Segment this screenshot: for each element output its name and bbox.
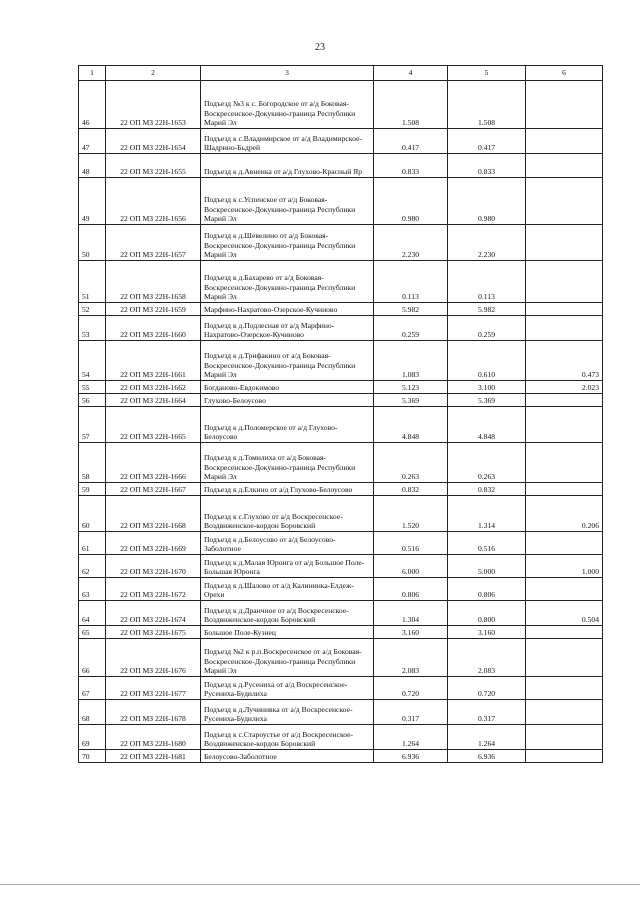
road-code: 22 ОП МЗ 22Н-1653 bbox=[106, 81, 201, 129]
header-col-4: 4 bbox=[374, 66, 448, 81]
length-total: 0.417 bbox=[374, 129, 448, 154]
length-total: 0.317 bbox=[374, 700, 448, 725]
row-number: 62 bbox=[79, 555, 106, 578]
road-code: 22 ОП МЗ 22Н-1656 bbox=[106, 178, 201, 225]
road-name: Подъезд к д.Лучинивка от а/д Воскресенское-Русениха-Будилиха bbox=[201, 700, 374, 725]
table-row bbox=[79, 639, 603, 677]
table-row bbox=[79, 341, 603, 381]
row-number: 57 bbox=[79, 407, 106, 443]
length-total: 6.000 bbox=[374, 555, 448, 578]
length-total: 1.508 bbox=[374, 81, 448, 129]
row-number: 50 bbox=[79, 225, 106, 261]
road-name: Подъезд к д.Томилиха от а/д Боковая-Воскресенское-Докукино-граница Республики Марий Эл bbox=[201, 443, 374, 483]
road-name: Подъезд к д.Малая Юронга от а/д Большое Поле-Большая Юронга bbox=[201, 555, 374, 578]
length-total: 0.263 bbox=[374, 443, 448, 483]
road-name: Подъезд к д.Подлесная от а/д Марфино-Нахратово-Озерское-Кучиново bbox=[201, 316, 374, 341]
table-row bbox=[79, 750, 603, 763]
length-total: 1.083 bbox=[374, 341, 448, 381]
table-row bbox=[79, 261, 603, 303]
footer-rule bbox=[0, 884, 640, 885]
length-col5: 5.369 bbox=[448, 394, 526, 407]
length-col5: 1.508 bbox=[448, 81, 526, 129]
length-total: 5.123 bbox=[374, 381, 448, 394]
length-col6 bbox=[526, 677, 603, 700]
road-code: 22 ОП МЗ 22Н-1665 bbox=[106, 407, 201, 443]
length-total: 3.160 bbox=[374, 626, 448, 639]
road-code: 22 ОП МЗ 22Н-1660 bbox=[106, 316, 201, 341]
length-col5: 0.259 bbox=[448, 316, 526, 341]
length-col6 bbox=[526, 225, 603, 261]
road-name: Белоусово-Заболотное bbox=[201, 750, 374, 763]
road-code: 22 ОП МЗ 22Н-1664 bbox=[106, 394, 201, 407]
road-name: Подъезд к д.Бахарево от а/д Боковая-Воскресенское-Докукино-граница Республики Марий Эл bbox=[201, 261, 374, 303]
length-col6 bbox=[526, 578, 603, 601]
row-number: 65 bbox=[79, 626, 106, 639]
length-col6 bbox=[526, 407, 603, 443]
length-col6 bbox=[526, 639, 603, 677]
header-row bbox=[79, 66, 603, 81]
road-name: Подъезд к д.Авнеика от а/д Глухово-Красный Яр bbox=[201, 154, 374, 178]
road-name: Подъезд к с.Владимирское от а/д Владимирское-Шадрино-Бьдрей bbox=[201, 129, 374, 154]
length-total: 0.113 bbox=[374, 261, 448, 303]
table-row bbox=[79, 483, 603, 496]
length-total: 0.720 bbox=[374, 677, 448, 700]
road-code: 22 ОП МЗ 22Н-1675 bbox=[106, 626, 201, 639]
length-col6 bbox=[526, 700, 603, 725]
header-col-6: 6 bbox=[526, 66, 603, 81]
row-number: 49 bbox=[79, 178, 106, 225]
length-col6 bbox=[526, 81, 603, 129]
table-row bbox=[79, 677, 603, 700]
road-code: 22 ОП МЗ 22Н-1659 bbox=[106, 303, 201, 316]
row-number: 52 bbox=[79, 303, 106, 316]
road-code: 22 ОП МЗ 22Н-1662 bbox=[106, 381, 201, 394]
length-col6 bbox=[526, 443, 603, 483]
road-code: 22 ОП МЗ 22Н-1677 bbox=[106, 677, 201, 700]
row-number: 70 bbox=[79, 750, 106, 763]
row-number: 47 bbox=[79, 129, 106, 154]
length-col6: 0.504 bbox=[526, 601, 603, 626]
road-code: 22 ОП МЗ 22Н-1680 bbox=[106, 725, 201, 750]
header-col-1: 1 bbox=[79, 66, 106, 81]
row-number: 58 bbox=[79, 443, 106, 483]
table-row bbox=[79, 178, 603, 225]
road-name: Подъезд к с.Глухово от а/д Воскресенское-Воздвиженское-кордон Боровский bbox=[201, 496, 374, 532]
table-row bbox=[79, 725, 603, 750]
length-col5: 0.833 bbox=[448, 154, 526, 178]
length-col5: 0.516 bbox=[448, 532, 526, 555]
road-name: Марфино-Нахратово-Озерское-Кучиново bbox=[201, 303, 374, 316]
header-col-5: 5 bbox=[448, 66, 526, 81]
length-col5: 0.832 bbox=[448, 483, 526, 496]
length-col5: 2.083 bbox=[448, 639, 526, 677]
road-code: 22 ОП МЗ 22Н-1655 bbox=[106, 154, 201, 178]
table-row bbox=[79, 578, 603, 601]
row-number: 64 bbox=[79, 601, 106, 626]
length-col5: 6.936 bbox=[448, 750, 526, 763]
road-name: Подъезд к д.Поломерское от а/д Глухово-Белоусово bbox=[201, 407, 374, 443]
road-code: 22 ОП МЗ 22Н-1672 bbox=[106, 578, 201, 601]
length-col5: 2.230 bbox=[448, 225, 526, 261]
table-row bbox=[79, 700, 603, 725]
road-name: Подъезд к д.Белоусово от а/д Белоусово-Заболотное bbox=[201, 532, 374, 555]
row-number: 61 bbox=[79, 532, 106, 555]
length-col5: 1.264 bbox=[448, 725, 526, 750]
length-col6 bbox=[526, 394, 603, 407]
length-col6 bbox=[526, 725, 603, 750]
road-code: 22 ОП МЗ 22Н-1661 bbox=[106, 341, 201, 381]
length-col5: 5.000 bbox=[448, 555, 526, 578]
row-number: 53 bbox=[79, 316, 106, 341]
road-code: 22 ОП МЗ 22Н-1668 bbox=[106, 496, 201, 532]
length-col5: 4.848 bbox=[448, 407, 526, 443]
road-name: Подъезд к д.Русениха от а/д Воскресенское-Русениха-Будилиха bbox=[201, 677, 374, 700]
table-row bbox=[79, 81, 603, 129]
length-col5: 3.100 bbox=[448, 381, 526, 394]
road-name: Подъезд №2 к р.п.Воскресенское от а/д Боковая-Воскресенское-Докукино-граница Республики Марий Эл bbox=[201, 639, 374, 677]
header-col-3: 3 bbox=[201, 66, 374, 81]
row-number: 67 bbox=[79, 677, 106, 700]
length-total: 0.806 bbox=[374, 578, 448, 601]
road-name: Глухово-Белоусово bbox=[201, 394, 374, 407]
length-col5: 0.263 bbox=[448, 443, 526, 483]
length-col6: 0.206 bbox=[526, 496, 603, 532]
table-row bbox=[79, 407, 603, 443]
length-col6 bbox=[526, 483, 603, 496]
length-col5: 3.160 bbox=[448, 626, 526, 639]
length-total: 0.832 bbox=[374, 483, 448, 496]
road-code: 22 ОП МЗ 22Н-1676 bbox=[106, 639, 201, 677]
row-number: 56 bbox=[79, 394, 106, 407]
road-code: 22 ОП МЗ 22Н-1681 bbox=[106, 750, 201, 763]
road-name: Подъезд к с.Староустье от а/д Воскресенское-Воздвиженское-кордон Боровский bbox=[201, 725, 374, 750]
length-col6 bbox=[526, 261, 603, 303]
header-col-2: 2 bbox=[106, 66, 201, 81]
road-name: Подъезд к д.Елкино от а/д Глухово-Белоусово bbox=[201, 483, 374, 496]
road-name: Подъезд к д.Трифакино от а/д Боковая-Воскресенское-Докукино-граница Республики Марий Эл bbox=[201, 341, 374, 381]
length-total: 0.259 bbox=[374, 316, 448, 341]
length-total: 0.833 bbox=[374, 154, 448, 178]
length-total: 5.369 bbox=[374, 394, 448, 407]
roads-table bbox=[78, 65, 603, 763]
table-row bbox=[79, 303, 603, 316]
length-col6 bbox=[526, 532, 603, 555]
length-col5: 1.314 bbox=[448, 496, 526, 532]
length-col5: 0.980 bbox=[448, 178, 526, 225]
length-col5: 0.317 bbox=[448, 700, 526, 725]
row-number: 69 bbox=[79, 725, 106, 750]
row-number: 66 bbox=[79, 639, 106, 677]
length-col6 bbox=[526, 626, 603, 639]
row-number: 60 bbox=[79, 496, 106, 532]
road-code: 22 ОП МЗ 22Н-1657 bbox=[106, 225, 201, 261]
length-col5: 5.982 bbox=[448, 303, 526, 316]
road-code: 22 ОП МЗ 22Н-1674 bbox=[106, 601, 201, 626]
row-number: 63 bbox=[79, 578, 106, 601]
table-row bbox=[79, 443, 603, 483]
table-row bbox=[79, 555, 603, 578]
road-code: 22 ОП МЗ 22Н-1667 bbox=[106, 483, 201, 496]
table-row bbox=[79, 626, 603, 639]
length-col6 bbox=[526, 129, 603, 154]
length-col5: 0.806 bbox=[448, 578, 526, 601]
road-code: 22 ОП МЗ 22Н-1678 bbox=[106, 700, 201, 725]
page-number: 23 bbox=[315, 42, 325, 53]
road-name: Подъезд №3 к с. Богородское от а/д Боковая-Воскресенское-Докукино-граница Республики Марий Эл bbox=[201, 81, 374, 129]
length-total: 5.982 bbox=[374, 303, 448, 316]
road-code: 22 ОП МЗ 22Н-1658 bbox=[106, 261, 201, 303]
row-number: 51 bbox=[79, 261, 106, 303]
length-col6 bbox=[526, 154, 603, 178]
road-code: 22 ОП МЗ 22Н-1669 bbox=[106, 532, 201, 555]
table-row bbox=[79, 225, 603, 261]
table-row bbox=[79, 496, 603, 532]
length-col5: 0.800 bbox=[448, 601, 526, 626]
length-total: 1.520 bbox=[374, 496, 448, 532]
table-row bbox=[79, 394, 603, 407]
table-row bbox=[79, 154, 603, 178]
row-number: 59 bbox=[79, 483, 106, 496]
length-col6 bbox=[526, 178, 603, 225]
length-total: 6.936 bbox=[374, 750, 448, 763]
road-code: 22 ОП МЗ 22Н-1666 bbox=[106, 443, 201, 483]
length-total: 0.980 bbox=[374, 178, 448, 225]
road-name: Большое Поле-Кузнец bbox=[201, 626, 374, 639]
length-col6: 2.023 bbox=[526, 381, 603, 394]
table-row bbox=[79, 316, 603, 341]
length-col6 bbox=[526, 750, 603, 763]
length-col6: 1.000 bbox=[526, 555, 603, 578]
length-col6 bbox=[526, 316, 603, 341]
table-row bbox=[79, 129, 603, 154]
row-number: 46 bbox=[79, 81, 106, 129]
road-code: 22 ОП МЗ 22Н-1670 bbox=[106, 555, 201, 578]
table-row bbox=[79, 532, 603, 555]
length-col5: 0.113 bbox=[448, 261, 526, 303]
road-code: 22 ОП МЗ 22Н-1654 bbox=[106, 129, 201, 154]
length-col6 bbox=[526, 303, 603, 316]
road-name: Богданово-Евдокимово bbox=[201, 381, 374, 394]
length-col5: 0.720 bbox=[448, 677, 526, 700]
road-name: Подъезд к д.Шевелино от а/д Боковая-Воскресенское-Докукино-граница Республики Марий Эл bbox=[201, 225, 374, 261]
length-col5: 0.417 bbox=[448, 129, 526, 154]
length-total: 0.516 bbox=[374, 532, 448, 555]
length-col5: 0.610 bbox=[448, 341, 526, 381]
length-total: 1.264 bbox=[374, 725, 448, 750]
row-number: 55 bbox=[79, 381, 106, 394]
length-col6: 0.473 bbox=[526, 341, 603, 381]
row-number: 54 bbox=[79, 341, 106, 381]
table-row bbox=[79, 381, 603, 394]
length-total: 2.083 bbox=[374, 639, 448, 677]
table-row bbox=[79, 601, 603, 626]
row-number: 48 bbox=[79, 154, 106, 178]
length-total: 4.848 bbox=[374, 407, 448, 443]
row-number: 68 bbox=[79, 700, 106, 725]
length-total: 2.230 bbox=[374, 225, 448, 261]
length-total: 1.304 bbox=[374, 601, 448, 626]
road-name: Подъезд к д.Дранчное от а/д Воскресенское-Воздвиженское-кордон Боровский bbox=[201, 601, 374, 626]
road-name: Подъезд к с.Успенское от а/д Боковая-Воскресенское-Докукино-граница Республики Марий Эл bbox=[201, 178, 374, 225]
road-name: Подъезд к д.Шалово от а/д Калининка-Елдеж-Орехи bbox=[201, 578, 374, 601]
